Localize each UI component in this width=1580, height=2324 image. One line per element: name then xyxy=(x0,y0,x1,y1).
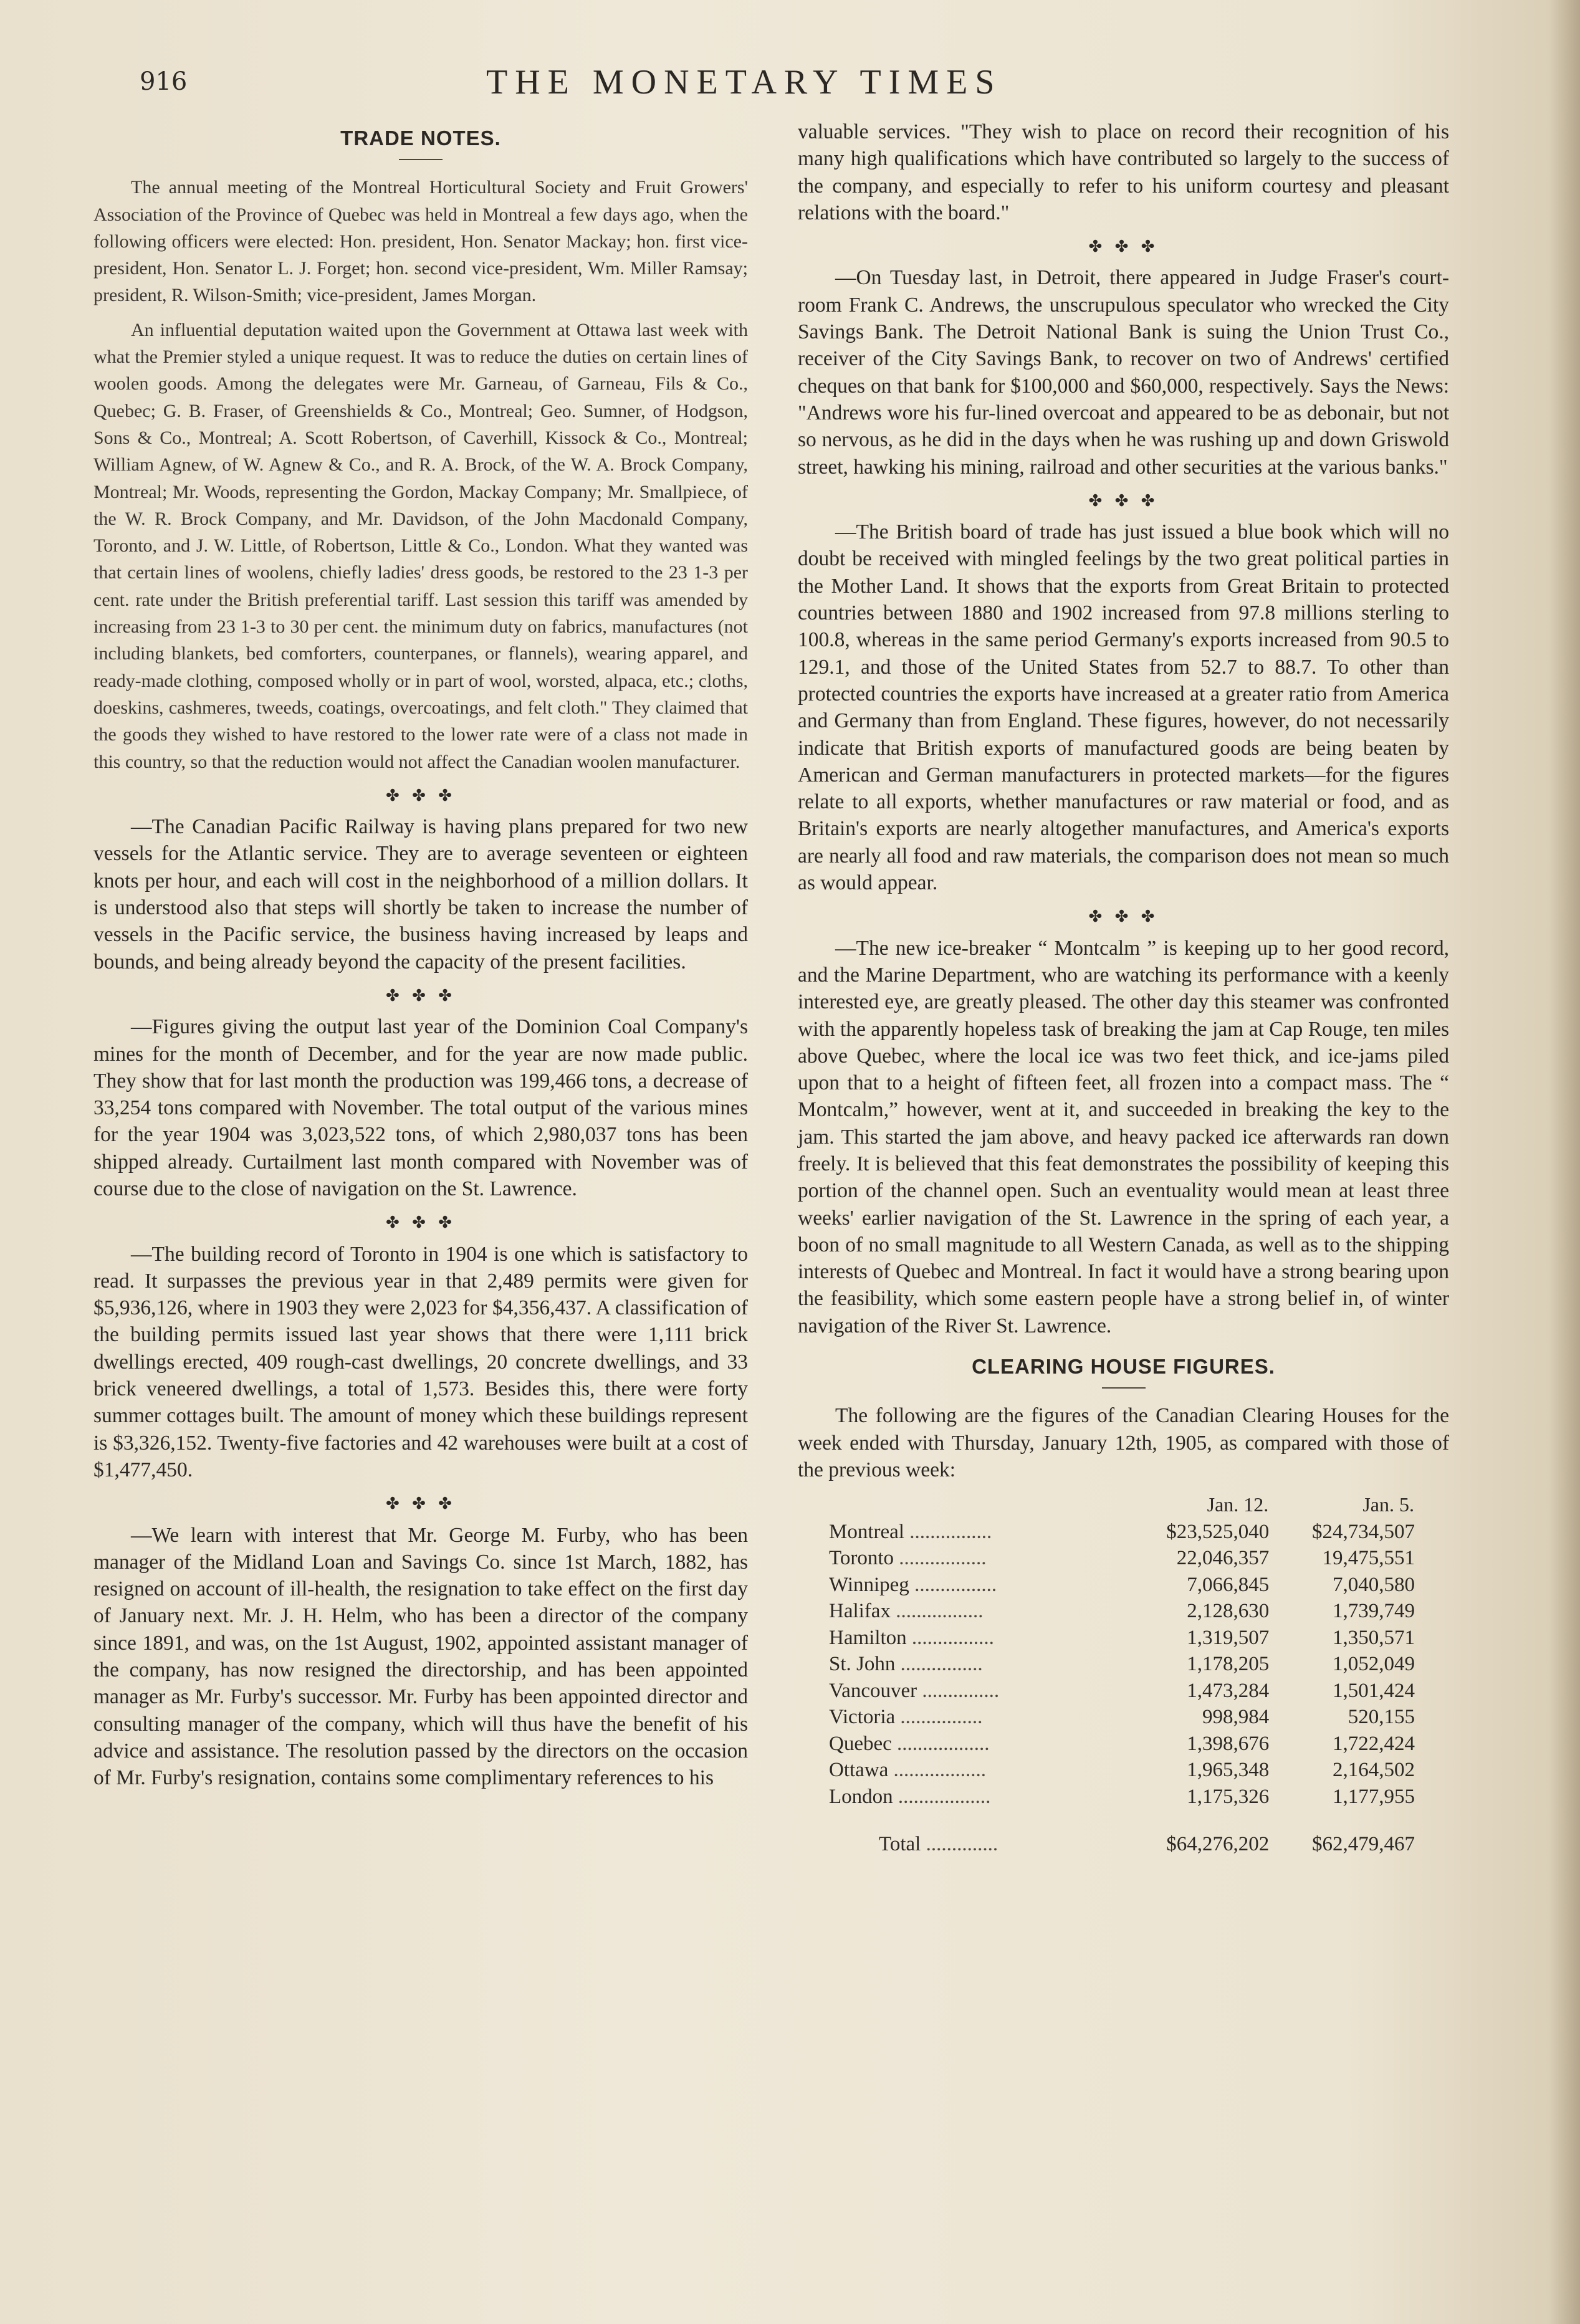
value-jan12: 1,175,326 xyxy=(1187,1785,1270,1808)
value-jan5: $24,734,507 xyxy=(1312,1520,1415,1543)
value-jan12: 2,128,630 xyxy=(1187,1600,1270,1623)
page-number: 916 xyxy=(140,67,188,96)
value-jan5: 1,350,571 xyxy=(1333,1626,1415,1649)
value-jan12: $23,525,040 xyxy=(1166,1520,1270,1543)
city-name: London xyxy=(829,1785,893,1808)
left-column xyxy=(93,118,748,1799)
value-jan5: 1,501,424 xyxy=(1333,1679,1415,1702)
right-column xyxy=(798,118,1449,1858)
table-row xyxy=(829,1519,1415,1546)
table-row xyxy=(829,1651,1415,1678)
trade-notes-title: TRADE NOTES. xyxy=(340,127,501,150)
value-jan5: 1,739,749 xyxy=(1333,1600,1415,1623)
table-row xyxy=(829,1757,1415,1784)
value-jan12: 1,319,507 xyxy=(1187,1626,1270,1649)
article-deputation: An influential deputation waited upon the Government at Ottawa last week with what the Premier styled a unique request. It was to reduce the duties on certain lines of woolen goods. Among the delegates were Mr. Garneau, of Garneau, Fils & Co., Quebec; G. B. Fraser, of Greenshields & Co., Montreal; Geo. Sumner, of Hodgson, Sons & Co., Montreal; A. Scott Robertson, of Caverhill, Kissock & Co., Montreal; William Agnew, of W. Agnew & Co., and R. A. Brock, of the W. A. Brock Company, Montreal; Mr. Woods, representing the Gordon, Mackay Company; Mr. Smallpiece, of the W. R. Brock Company, and Mr. Davidson, of the John Macdonald Company, Toronto, and J. W. Little, of Robertson, Little & Co., London. What they wanted was that certain lines of woolens, chiefly ladies' dress goods, be restored to the 23 1-3 per cent. rate under the British preferential tariff. Last session this tariff was amended by increasing from 23 1-3 to 30 per cent. the minimum duty on fabrics, manufactures (not including blankets, bed comforters, counterpanes, or flannels), wearing apparel, and ready-made clothing, composed wholly or in part of wool, worsted, alpaca, etc.; cloths, doeskins, cashmeres, tweeds, coatings, overcoatings, and felt cloth." They claimed that the goods they wished to have restored to the lower rate were of a class not made in this country, so that the reduction would not affect the Canadian woolen manufacturer. xyxy=(93,319,748,772)
total-label: Total xyxy=(879,1833,921,1856)
article-cpr-vessels: —The Canadian Pacific Railway is having plans prepared for two new vessels for the Atlantic service. They are to average seventeen or eighteen knots per hour, and each will cost in the neighborhood of a million dollars. It is understood also that steps will shortly be taken to increase the number of vessels in the Pacific service, the business having increased by leaps and bounds, and being already beyond the capacity of the present facilities. xyxy=(93,815,748,973)
separator-ornament: ✤ ✤ ✤ xyxy=(1088,491,1159,510)
column-header-jan12: Jan. 12. xyxy=(1207,1493,1269,1516)
table-row xyxy=(829,1678,1415,1705)
dot-leader: ................ xyxy=(906,1626,994,1649)
total-jan12: $64,276,202 xyxy=(1166,1833,1270,1856)
article-dominion-coal: —Figures giving the output last year of the Dominion Coal Company's mines for the month of December, and for the year are now made public. They show that for last month the production was 199,466 tons, a decrease of 33,254 tons compared with November. The total output of the various mines for the year 1904 was 3,023,522 tons, of which 2,980,037 tons has been shipped already. Curtailment last month compared with November was of course due to the close of navigation on the St. Lawrence. xyxy=(93,1015,748,1200)
dot-leader: .................. xyxy=(893,1785,991,1808)
city-name: Victoria xyxy=(829,1706,896,1729)
article-furby-resignation: —We learn with interest that Mr. George M. Furby, who has been manager of the Midland Loan and Savings Co. since 1st March, 1882, has resigned on account of ill-health, the resignation to take effect on the first day of January next. Mr. J. H. Helm, who has been a director of the company since 1891, and was, on the 1st August, 1902, appointed assistant manager of the company, has now resigned the directorship, and has been appointed manager as Mr. Furby's successor. Mr. Furby has been appointed director and consulting manager of the company, which will thus have the benefit of his advice and assistance. The resolution passed by the directors on the occasion of Mr. Furby's resignation, contains some complimentary references to his xyxy=(93,1523,748,1790)
column-header-jan5: Jan. 5. xyxy=(1362,1493,1414,1516)
dot-leader: ................ xyxy=(895,1653,983,1676)
value-jan5: 1,052,049 xyxy=(1333,1653,1415,1676)
value-jan5: 1,722,424 xyxy=(1333,1732,1415,1755)
separator-ornament: ✤ ✤ ✤ xyxy=(386,1494,456,1514)
city-name: Vancouver xyxy=(829,1679,917,1702)
city-name: Montreal xyxy=(829,1520,904,1543)
separator-ornament: ✤ ✤ ✤ xyxy=(386,1213,456,1233)
dot-leader: ................. xyxy=(890,1600,984,1623)
city-name: Ottawa xyxy=(829,1759,889,1782)
dot-leader: ................ xyxy=(904,1520,992,1543)
separator-ornament: ✤ ✤ ✤ xyxy=(1088,237,1159,257)
dot-leader: ................ xyxy=(909,1573,997,1596)
table-row xyxy=(829,1598,1415,1625)
masthead: THE MONETARY TIMES xyxy=(486,63,1002,102)
table-row xyxy=(829,1784,1415,1810)
city-name: Winnipeg xyxy=(829,1573,909,1596)
city-name: St. John xyxy=(829,1653,896,1676)
clearing-house-table xyxy=(829,1491,1415,1858)
city-name: Halifax xyxy=(829,1600,891,1623)
value-jan12: 998,984 xyxy=(1202,1706,1270,1729)
dot-leader: ............... xyxy=(917,1679,1000,1702)
clearing-house-intro: The following are the figures of the Canadian Clearing Houses for the week ended with Thursday, January 12th, 1905, as compared with those of the previous week: xyxy=(798,1404,1449,1481)
article-furby-continued: valuable services. "They wish to place on record their recognition of his many high qualifications which have contributed so largely to the success of the company, and especially to refer to his uniform courtesy and pleasant relations with the board." xyxy=(798,120,1449,224)
table-row xyxy=(829,1572,1415,1599)
value-jan12: 1,965,348 xyxy=(1187,1759,1270,1782)
dot-leader: ................ xyxy=(895,1706,983,1729)
table-row xyxy=(829,1731,1415,1757)
table-row xyxy=(829,1704,1415,1731)
value-jan5: 1,177,955 xyxy=(1333,1785,1415,1808)
total-jan5: $62,479,467 xyxy=(1312,1833,1415,1856)
separator-ornament: ✤ ✤ ✤ xyxy=(386,786,456,805)
value-jan12: 7,066,845 xyxy=(1187,1573,1270,1596)
value-jan12: 1,178,205 xyxy=(1187,1653,1270,1676)
title-rule xyxy=(399,159,443,160)
value-jan12: 1,398,676 xyxy=(1187,1732,1270,1755)
city-name: Hamilton xyxy=(829,1626,907,1649)
page-edge-shadow xyxy=(1549,0,1580,2324)
table-row xyxy=(829,1545,1415,1572)
article-board-of-trade: —The British board of trade has just issued a blue book which will no doubt be received with mingled feelings by the two great political parties in the Mother Land. It shows that the exports from Great Britain to protected countries between 1880 and 1902 increased from 97.8 millions sterling to 100.8, whereas in the same period Germany's exports increased from 90.5 to 129.1, and those of the United States from 52.7 to 88.7. To other than protected countries the exports have increased at a greater ratio from America and Germany than from England. These figures, however, do not necessarily indicate that British exports of manufactured goods are being beaten by American and German manufacturers in protected markets—for the figures relate to all exports, whether manufactures or raw material or food, and as Britain's exports are nearly altogether manufactures, and America's exports are nearly all food and raw materials, the comparison does not mean so much as would appear. xyxy=(798,520,1449,895)
article-toronto-building: —The building record of Toronto in 1904 is one which is satisfactory to read. It surpasses the previous year in that 2,489 permits were given for $5,936,126, where in 1903 they were 2,023 for $4,356,437. A classification of the building permits issued last year shows that there were 1,111 brick dwellings erected, 409 rough-cast dwellings, 20 concrete dwellings, and 33 brick veneered dwellings, a total of 1,573. Besides this, there were forty summer cottages built. The amount of money which these buildings represent is $3,326,152. Twenty-five factories and 42 warehouses were built at a cost of $1,477,450. xyxy=(93,1242,748,1481)
article-andrews-detroit: —On Tuesday last, in Detroit, there appeared in Judge Fraser's court-room Frank C. Andrews, the unscrupulous speculator who wrecked the City Savings Bank. The Detroit National Bank is suing the Union Trust Co., receiver of the City Savings Bank, to recover on two of Andrews' certified cheques on that bank for $100,000 and $60,000, respectively. Says the News: "Andrews wore his fur-lined overcoat and appeared to be as debonair, but not so nervous, as he did in the days when he was rushing up and down Griswold street, hawking his mining, railroad and other securities at the various banks." xyxy=(798,266,1449,479)
title-rule xyxy=(1102,1387,1146,1389)
value-jan5: 7,040,580 xyxy=(1333,1573,1415,1596)
dot-leader: ................. xyxy=(894,1547,987,1570)
separator-ornament: ✤ ✤ ✤ xyxy=(1088,907,1159,927)
separator-ornament: ✤ ✤ ✤ xyxy=(386,986,456,1005)
article-horticultural: The annual meeting of the Montreal Horticultural Society and Fruit Growers' Association of the Province of Quebec was held in Montreal a few days ago, when the following officers were elected: Hon. president, Hon. Senator Mackay; hon. first vice-president, Hon. Senator L. J. Forget; hon. second vice-president, Wm. Miller Ramsay; president, R. Wilson-Smith; vice-president, James Morgan. xyxy=(93,177,748,306)
city-name: Quebec xyxy=(829,1732,892,1755)
value-jan5: 19,475,551 xyxy=(1322,1547,1415,1570)
city-name: Toronto xyxy=(829,1547,894,1570)
article-montcalm-icebreaker: —The new ice-breaker “ Montcalm ” is keeping up to her good record, and the Marine Department, who are watching its performance with a keenly interested eye, are greatly pleased. The other day this steamer was confronted with the apparently hopeless task of breaking the jam at Cap Rouge, ten miles above Quebec, where the local ice was two feet thick, and ice-jams piled upon that to a height of fifteen feet, all frozen into a compact mass. The “ Montcalm,” however, went at it, and succeeded in breaking the key to the jam. This started the jam above, and heavy packed ice afterwards ran down freely. It is believed that this feat demonstrates the possibility of keeping this portion of the channel open. Such an eventuality would mean at least three weeks' earlier navigation of the St. Lawrence in the spring of each year, a boon of no small magnitude to all Western Canada, as well as to the shipping interests of Quebec and Montreal. In fact it would have a strong bearing upon the feasibility, which some eastern people have a strong belief in, of winter navigation of the River St. Lawrence. xyxy=(798,936,1449,1337)
dot-leader: .................. xyxy=(888,1759,987,1782)
value-jan5: 520,155 xyxy=(1348,1706,1415,1729)
table-row xyxy=(829,1625,1415,1652)
value-jan12: 22,046,357 xyxy=(1176,1547,1270,1570)
dot-leader: .................. xyxy=(891,1732,990,1755)
total-row: Total .............. $64,276,202 $62,479,467 xyxy=(829,1810,1415,1858)
value-jan12: 1,473,284 xyxy=(1187,1679,1270,1702)
clearing-house-title: CLEARING HOUSE FIGURES. xyxy=(972,1355,1275,1379)
value-jan5: 2,164,502 xyxy=(1333,1759,1415,1782)
